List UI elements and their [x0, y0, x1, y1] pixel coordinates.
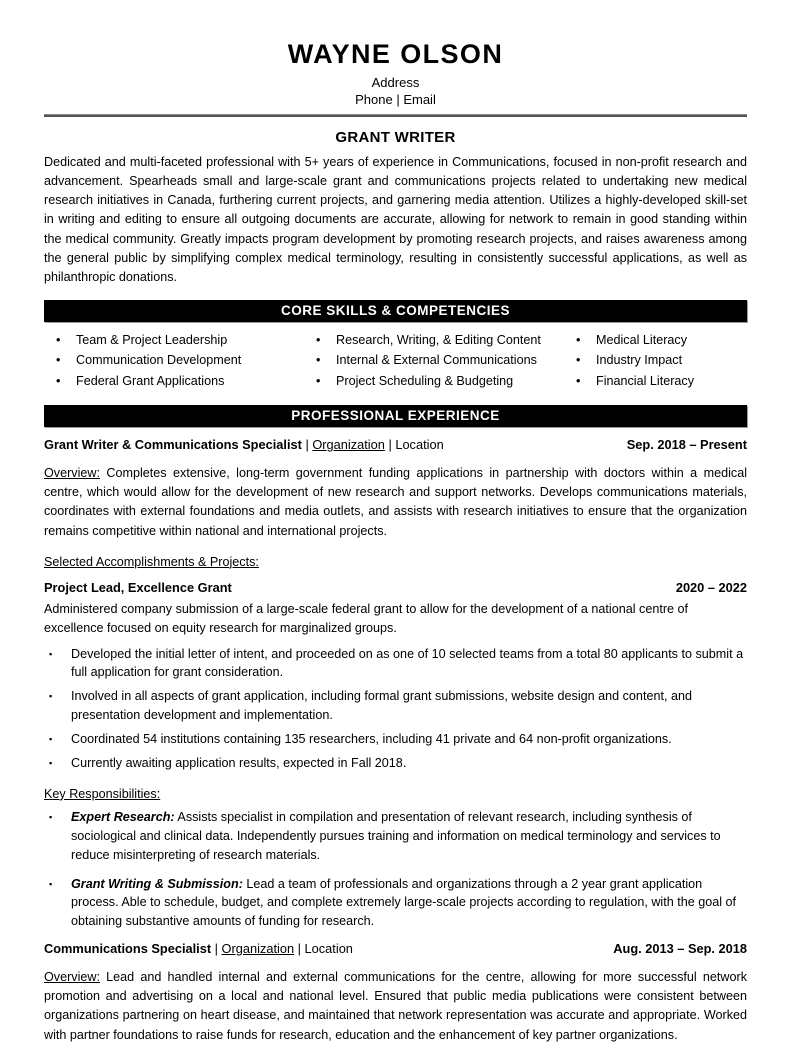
skills-column-3 — [564, 330, 747, 391]
bullet-dot-icon: • — [56, 353, 61, 368]
responsibility-text: Lead a team of professionals and organizations through a 2 year grant application process. Able to schedule, budget, and complete extremely large-scale projects according to regulation, with the goal of obtaining substantive amounts of funding for research. — [71, 876, 737, 929]
bullet-square-icon: ▪ — [49, 757, 53, 768]
overview-text: Lead and handled internal and external communications for the centre, allowing for more successful network promotion and advertising on a local and national level. Ensured that public media publications were consistent between organizations partnering on heart disease, and maintained that network representation was accurate and appropriate. Worked with partner foundations to raise funds for research, education and the enhancement of key partner organizations. — [44, 970, 747, 1042]
bullet-dot-icon: • — [576, 332, 581, 347]
skill-label: Financial Literacy — [596, 373, 694, 388]
list-item — [44, 730, 747, 749]
job-entry-header-1 — [44, 437, 747, 452]
list-item — [44, 645, 747, 683]
job-overview-2 — [44, 968, 747, 1045]
list-item — [44, 687, 747, 725]
job-title-line-1 — [44, 437, 444, 452]
bullet-square-icon: ▪ — [49, 691, 53, 702]
list-item — [44, 371, 304, 391]
core-skills-grid — [44, 330, 747, 391]
skill-label: Medical Literacy — [596, 332, 687, 347]
project-bullet-list — [44, 645, 747, 773]
list-item — [304, 330, 564, 350]
bullet-dot-icon: • — [316, 332, 321, 347]
page-title: GRANT WRITER — [335, 129, 456, 146]
list-item — [44, 350, 304, 370]
job-overview-1 — [44, 464, 747, 541]
job-role: Grant Writer & Communications Specialist — [44, 437, 302, 453]
list-item — [564, 350, 747, 370]
responsibility-lead: Grant Writing & Submission: — [71, 876, 243, 891]
job-title-line-2 — [44, 941, 353, 956]
list-item — [564, 330, 747, 350]
candidate-name: WAYNE OLSON — [287, 39, 504, 69]
bullet-text: Involved in all aspects of grant application, including formal grant submissions, website design and content, and presentation development and implementation. — [71, 689, 692, 723]
overview-label: Overview: — [44, 970, 100, 985]
list-item — [44, 875, 747, 932]
bullet-dot-icon: • — [56, 332, 61, 347]
professional-summary: Dedicated and multi-faceted professional with 5+ years of experience in Communications, focused in non-profit research and advancement. Spearheads small and large-scale grant and communications projects related to undertaking new medical research initiatives in Canada, furthering current projects, and garnering media attention. Utilizes a highly-developed skill-set in writing and editing to ensure all outgoing documents are accurate, allowing for network to remain in good standing within the medical community. Greatly impacts program development by promoting research projects, and raises awareness among the general public by simplifying complex medical terminology, resulting in consistently successful applications, as well as philanthropic donations. — [44, 155, 747, 284]
job-role: Communications Specialist — [44, 941, 212, 957]
bullet-text: Coordinated 54 institutions containing 135 researchers, including 41 private and 64 non-profit organizations. — [71, 732, 672, 747]
skill-label: Team & Project Leadership — [76, 332, 228, 347]
skills-column-2 — [304, 330, 564, 391]
separator: | — [301, 437, 313, 453]
skill-label: Internal & External Communications — [336, 353, 537, 368]
skills-column-1 — [44, 330, 304, 391]
project-description: Administered company submission of a large-scale federal grant to allow for the development of a national centre of excellence focused on equity research for marginalized groups. — [44, 601, 689, 635]
responsibility-lead: Expert Research: — [71, 809, 175, 824]
skill-label: Industry Impact — [596, 353, 683, 368]
bullet-square-icon: ▪ — [49, 734, 53, 745]
bullet-square-icon: ▪ — [49, 878, 53, 889]
separator: | — [294, 941, 305, 957]
responsibilities-label: Key Responsibilities: — [44, 786, 161, 801]
project-entry-header — [44, 580, 747, 595]
candidate-contact: Phone | Email — [355, 91, 436, 107]
candidate-address: Address — [371, 74, 420, 90]
responsibility-text: Assists specialist in compilation and presentation of relevant research, including synthesis of sociological and clinical data. Independently pursues training and information on medical terminology and services to reduce misinterpreting of research materials. — [71, 809, 721, 862]
bullet-dot-icon: • — [576, 373, 581, 388]
bullet-dot-icon: • — [576, 353, 581, 368]
job-dates: Sep. 2018 – Present — [626, 437, 747, 453]
job-location: Location — [395, 437, 444, 453]
list-item — [44, 754, 747, 773]
bullet-text: Developed the initial letter of intent, and proceeded on as one of 10 selected teams from a total 80 applicants to submit a full application for grant consideration. — [71, 646, 744, 680]
section-header-professional-experience: PROFESSIONAL EXPERIENCE — [44, 405, 747, 427]
list-item — [304, 371, 564, 391]
skill-label: Federal Grant Applications — [76, 373, 225, 388]
bullet-square-icon: ▪ — [49, 811, 53, 822]
project-title: Project Lead, Excellence Grant — [44, 579, 232, 595]
project-dates: 2020 – 2022 — [675, 579, 747, 595]
job-entry-header-2 — [44, 941, 747, 956]
bullet-text: Currently awaiting application results, expected in Fall 2018. — [71, 755, 407, 770]
list-item — [44, 808, 747, 865]
list-item — [304, 350, 564, 370]
job-organization: Organization — [312, 437, 385, 453]
job-dates: Aug. 2013 – Sep. 2018 — [613, 941, 747, 957]
skill-label: Communication Development — [76, 353, 242, 368]
skill-label: Project Scheduling & Budgeting — [336, 373, 514, 388]
header-divider — [44, 114, 747, 117]
separator: | — [384, 437, 396, 453]
separator: | — [211, 941, 222, 957]
bullet-dot-icon: • — [56, 373, 61, 388]
responsibilities-bullet-list — [44, 808, 747, 931]
section-header-core-skills: CORE SKILLS & COMPETENCIES — [44, 300, 747, 322]
list-item — [44, 330, 304, 350]
overview-label: Overview: — [44, 466, 100, 481]
overview-text: Completes extensive, long-term government funding applications in partnership with doctors within a medical centre, which would allow for the development of new research and support networks. Develops communications materials, coordinates with external foundations and media outlets, and assists with research initiatives to ensure that the organization remains competitive within national and international projects. — [44, 466, 747, 538]
bullet-square-icon: ▪ — [49, 648, 53, 659]
job-organization: Organization — [221, 941, 295, 957]
job-location: Location — [304, 941, 353, 957]
accomplishments-label: Selected Accomplishments & Projects: — [44, 554, 259, 569]
list-item — [564, 371, 747, 391]
bullet-dot-icon: • — [316, 353, 321, 368]
bullet-dot-icon: • — [316, 373, 321, 388]
skill-label: Research, Writing, & Editing Content — [336, 332, 541, 347]
